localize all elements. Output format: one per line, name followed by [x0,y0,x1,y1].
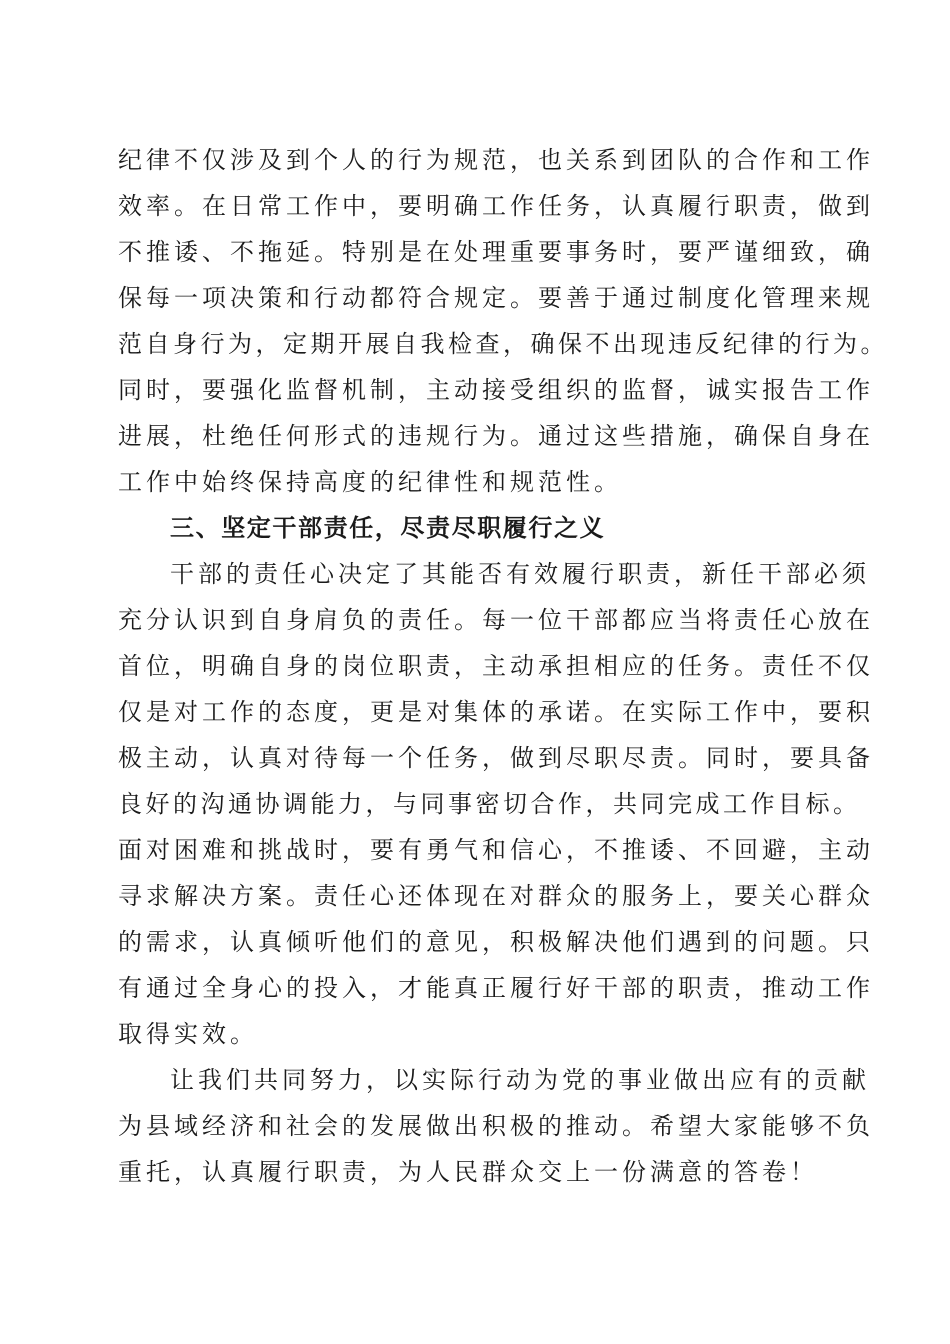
paragraph-line: 不推诿、不拖延。特别是在处理重要事务时，要严谨细致，确 [118,238,874,266]
paragraph-line: 仅是对工作的态度，更是对集体的承诺。在实际工作中，要积 [118,698,874,726]
paragraph-line: 良好的沟通协调能力，与同事密切合作，共同完成工作目标。 [118,790,861,818]
document-body [118,137,888,1195]
paragraph-line: 取得实效。 [118,1020,258,1048]
paragraph-line: 效率。在日常工作中，要明确工作任务，认真履行职责，做到 [118,192,874,220]
paragraph-line: 寻求解决方案。责任心还体现在对群众的服务上，要关心群众 [118,882,874,910]
paragraph-line: 的需求，认真倾听他们的意见，积极解决他们遇到的问题。只 [118,928,874,956]
section-heading: 三、坚定干部责任，尽责尽职履行之义 [170,514,606,542]
paragraph-line: 范自身行为，定期开展自我检查，确保不出现违反纪律的行为。 [118,330,888,358]
paragraph-line: 重托，认真履行职责，为人民群众交上一份满意的答卷！ [118,1158,818,1186]
paragraph-line: 工作中始终保持高度的纪律性和规范性。 [118,468,622,496]
paragraph-line: 进展，杜绝任何形式的违规行为。通过这些措施，确保自身在 [118,422,874,450]
paragraph-line: 纪律不仅涉及到个人的行为规范，也关系到团队的合作和工作 [118,146,874,174]
paragraph-line: 为县域经济和社会的发展做出积极的推动。希望大家能够不负 [118,1112,874,1140]
paragraph-line: 首位，明确自身的岗位职责，主动承担相应的任务。责任不仅 [118,652,874,680]
paragraph-line: 充分认识到自身肩负的责任。每一位干部都应当将责任心放在 [118,606,874,634]
paragraph-line: 极主动，认真对待每一个任务，做到尽职尽责。同时，要具备 [118,744,874,772]
paragraph-line: 保每一项决策和行动都符合规定。要善于通过制度化管理来规 [118,284,874,312]
paragraph-line: 同时，要强化监督机制，主动接受组织的监督，诚实报告工作 [118,376,874,404]
paragraph-line: 干部的责任心决定了其能否有效履行职责，新任干部必须 [170,560,870,588]
paragraph-line: 让我们共同努力，以实际行动为党的事业做出应有的贡献 [170,1066,870,1094]
paragraph-line: 面对困难和挑战时，要有勇气和信心，不推诿、不回避，主动 [118,836,874,864]
paragraph-line: 有通过全身心的投入，才能真正履行好干部的职责，推动工作 [118,974,874,1002]
